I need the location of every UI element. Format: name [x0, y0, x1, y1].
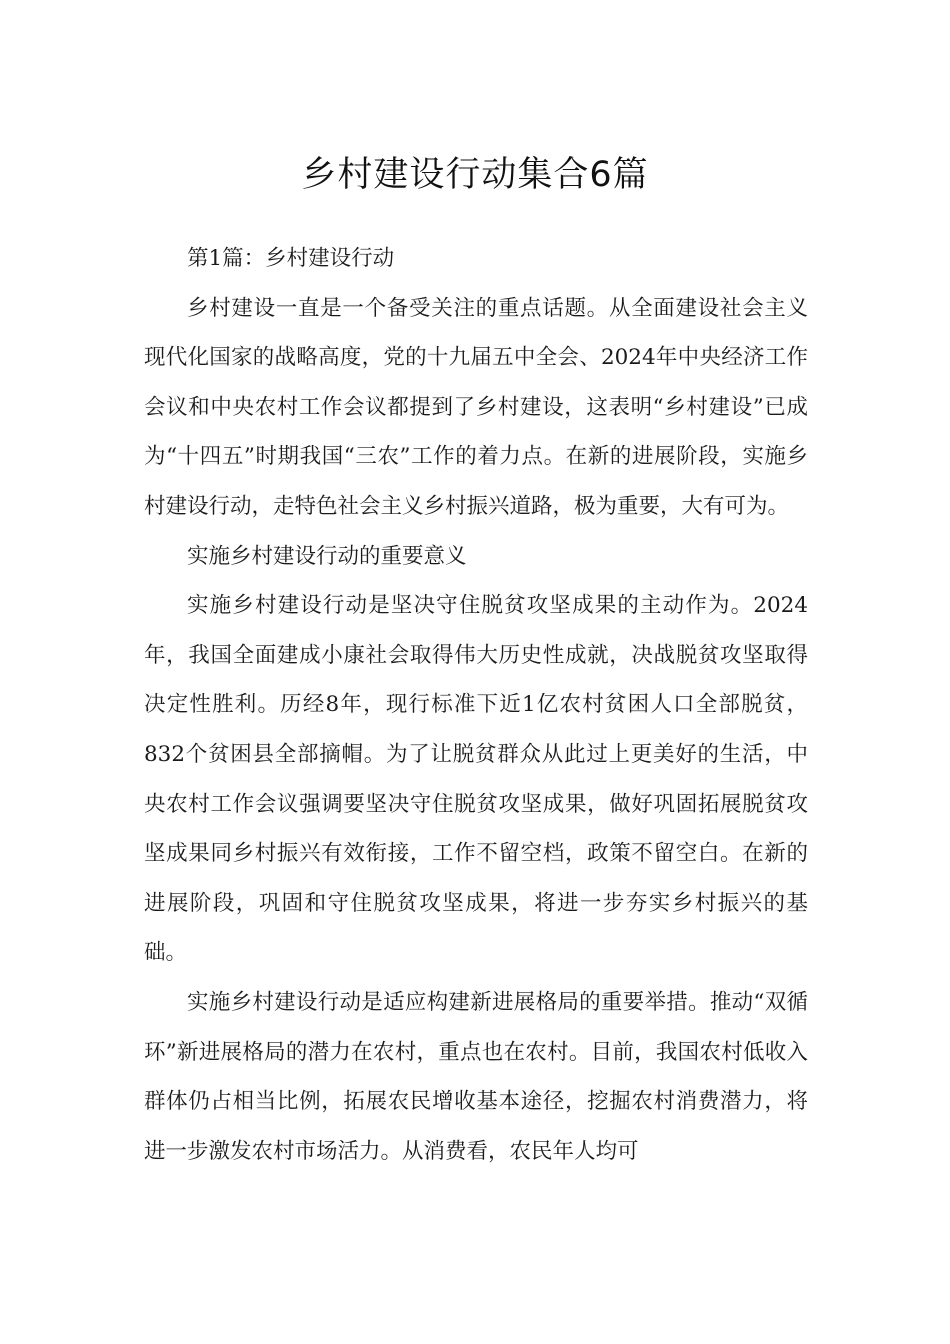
paragraph-poverty-results: 实施乡村建设行动是坚决守住脱贫攻坚成果的主动作为。2024年，我国全面建成小康社会取得伟大历史性成就，决战脱贫攻坚取得决定性胜利。历经8年，现行标准下近1亿农村贫困人口全部脱贫，832个贫困县全部摘帽。为了让脱贫群众从此过上更美好的生活，中央农村工作会议强调要坚决守住脱贫攻坚成果，做好巩固拓展脱贫攻坚成果同乡村振兴有效衔接，工作不留空档，政策不留空白。在新的进展阶段，巩固和守住脱贫攻坚成果，将进一步夯实乡村振兴的基础。: [144, 593, 808, 966]
document-title: 乡村建设行动集合6篇: [301, 155, 649, 196]
paragraph-development-pattern: 实施乡村建设行动是适应构建新进展格局的重要举措。推动“双循环”新进展格局的潜力在农村，重点也在农村。目前，我国农村低收入群体仍占相当比例，拓展农民增收基本途径，挖掘农村消费潜力，将进一步激发农村市场活力。从消费看，农民年人均可: [144, 989, 808, 1164]
document-body: [144, 234, 808, 1176]
section-heading-significance: 实施乡村建设行动的重要意义: [187, 543, 467, 569]
paragraph-intro: 乡村建设一直是一个备受关注的重点话题。从全面建设社会主义现代化国家的战略高度，党的十九届五中全会、2024年中央经济工作会议和中央农村工作会议都提到了乡村建设，这表明“乡村建设”已成为“十四五”时期我国“三农”工作的着力点。在新的进展阶段，实施乡村建设行动，走特色社会主义乡村振兴道路，极为重要，大有可为。: [144, 295, 808, 519]
section-heading-part-1: 第1篇：乡村建设行动: [187, 246, 395, 271]
